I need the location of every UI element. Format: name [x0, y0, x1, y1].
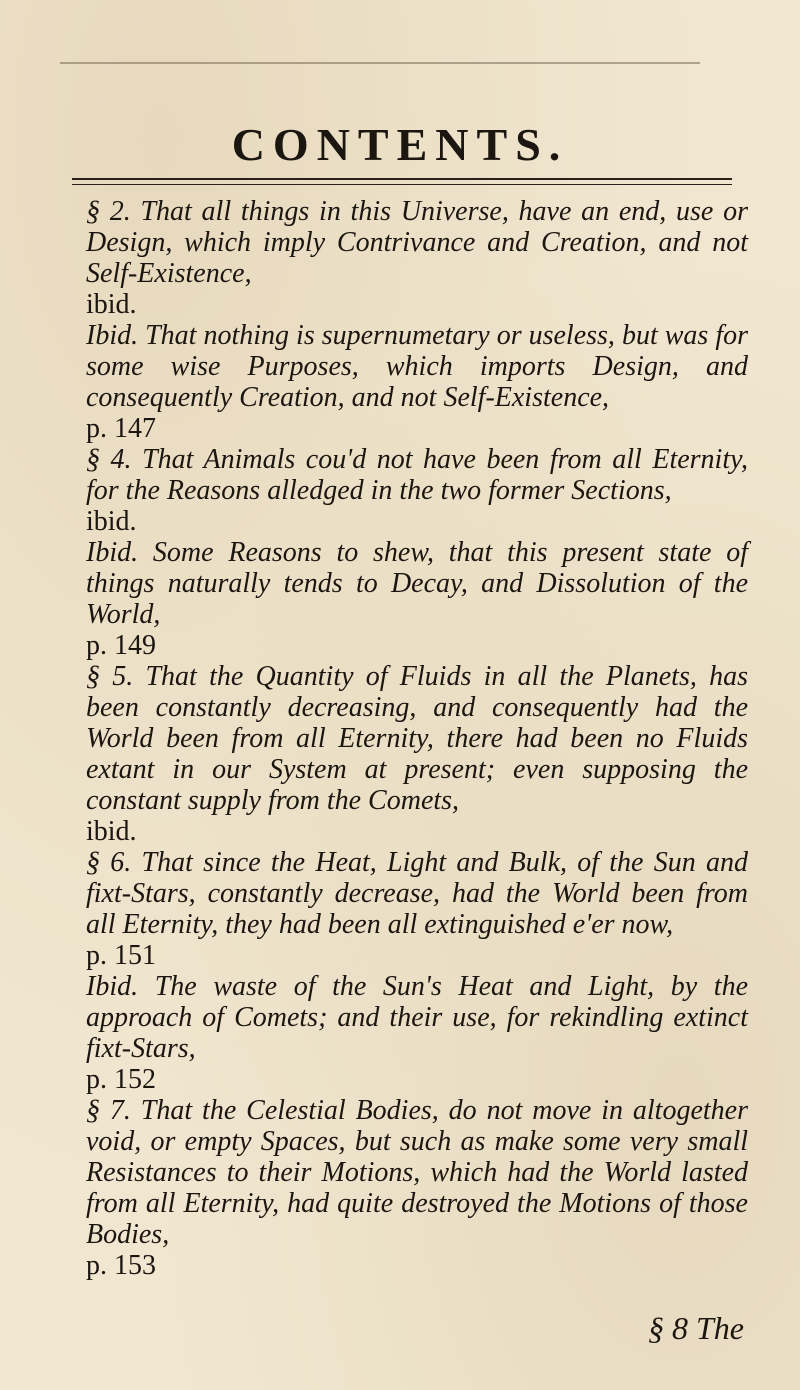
header-rule-thin [72, 184, 732, 185]
contents-entries [86, 196, 748, 1281]
entry-text: Ibid. The waste of the Sun's Heat and Light, by the approach of Comets; and their use, for rekindling extinct fixt-Stars, [86, 971, 748, 1064]
entry-ref: p. 147 [86, 413, 156, 444]
contents-entry [86, 847, 748, 971]
entry-text: § 6. That since the Heat, Light and Bulk, of the Sun and fixt-Stars, constantly decrease, had the World been from all Eternity, they had been all extinguished e'er now, [86, 847, 748, 940]
entry-text: § 5. That the Quantity of Fluids in all the Planets, has been constantly decreasing, and consequently had the World been from all Eternity, there had been no Fluids extant in our System at present; even supposing the constant supply from the Comets, [86, 661, 748, 816]
entry-ref: p. 151 [86, 940, 156, 971]
contents-entry [86, 320, 748, 444]
contents-entry [86, 971, 748, 1095]
entry-text: § 2. That all things in this Universe, have an end, use or Design, which imply Contrivance and Creation, and not Self-Existence, [86, 196, 748, 289]
entry-ref: ibid. [86, 816, 137, 847]
entry-ref: ibid. [86, 289, 137, 320]
top-rule [60, 62, 700, 64]
page-header: CONTENTS. [231, 119, 569, 170]
entry-ref: p. 153 [86, 1250, 156, 1281]
contents-entry [86, 196, 748, 320]
contents-entry [86, 537, 748, 661]
entry-text: § 7. That the Celestial Bodies, do not move in altogether void, or empty Spaces, but such as make some very small Resistances to their Motions, which had the World lasted from all Eternity, had quite destroyed the Motions of those Bodies, [86, 1095, 748, 1250]
entry-ref: ibid. [86, 506, 137, 537]
entry-ref: p. 149 [86, 630, 156, 661]
contents-entry [86, 444, 748, 537]
entry-text: § 4. That Animals cou'd not have been from all Eternity, for the Reasons alledged in the two former Sections, [86, 444, 748, 506]
entry-text: Ibid. Some Reasons to shew, that this present state of things naturally tends to Decay, and Dissolution of the World, [86, 537, 748, 630]
header-rule [72, 178, 732, 180]
contents-entry [86, 661, 748, 847]
entry-text: Ibid. That nothing is supernumetary or useless, but was for some wise Purposes, which imports Design, and consequently Creation, and not Self-Existence, [86, 320, 748, 413]
contents-entry [86, 1095, 748, 1281]
entry-ref: p. 152 [86, 1064, 156, 1095]
catchword: § 8 The [648, 1310, 744, 1346]
